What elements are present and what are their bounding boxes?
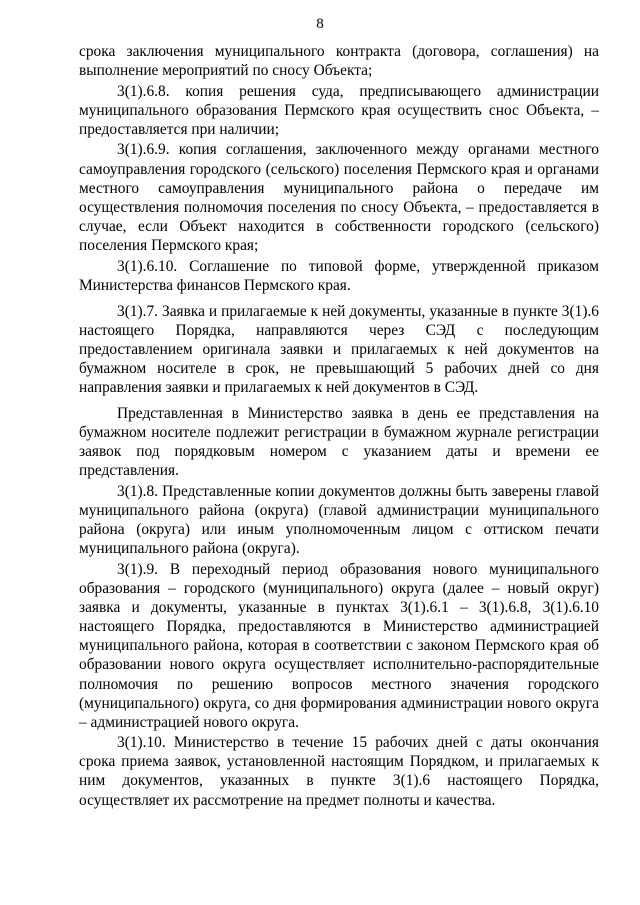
- document-body: [79, 42, 599, 810]
- paragraph-3-1-9: 3(1).9. В переходный период образования нового муниципального образования – городского (муниципального) округа (далее – новый округ) заявка и документы, указанные в пунктах 3(1).6.1 – 3(1).6.8, 3(1).6.10 настоящего Порядка, предоставляются в Министерство администрацией муниципального района, которая в соответствии с законом Пермского края об образовании нового округа осуществляет исполнительно-распорядительные полномочия по решению вопросов местного значения городского (муниципального) округа, со дня формирования администрации нового округа – администрацией нового округа.: [79, 560, 599, 731]
- paragraph-3-1-10: 3(1).10. Министерство в течение 15 рабочих дней с даты окончания срока приема заявок, установленной настоящим Порядком, и прилагаемых к ним документов, указанных в пункте 3(1).6 настоящего Порядка, осуществляет их рассмотрение на предмет полноты и качества.: [79, 734, 599, 809]
- paragraph-registration: Представленная в Министерство заявка в день ее представления на бумажном носителе подлежит регистрации в бумажном журнале регистрации заявок под порядковым номером с указанием даты и времени ее представления.: [79, 405, 599, 480]
- paragraph-3-1-7: 3(1).7. Заявка и прилагаемые к ней документы, указанные в пункте 3(1).6 настоящего Порядка, направляются через СЭД с последующим предоставлением оригинала заявки и прилагаемых к ней документов на бумажном носителе в срок, не превышающий 5 рабочих дней со дня направления заявки и прилагаемых к ней документов в СЭД.: [79, 302, 599, 397]
- paragraph-3-1-6-10: 3(1).6.10. Соглашение по типовой форме, утвержденной приказом Министерства финансов Пермского края.: [79, 257, 599, 294]
- paragraph-contract-term: срока заключения муниципального контракта (договора, соглашения) на выполнение мероприятий по сносу Объекта;: [79, 43, 599, 80]
- paragraph-3-1-8: 3(1).8. Представленные копии документов должны быть заверены главой муниципального района (округа) (главой администрации муниципального района (округа) или иным уполномоченным лицом с оттиском печати муниципального района (округа).: [79, 483, 599, 558]
- paragraph-3-1-6-8: 3(1).6.8. копия решения суда, предписывающего администрации муниципального образования Пермского края осуществить снос Объекта, – предоставляется при наличии;: [79, 82, 599, 138]
- paragraph-3-1-6-9: 3(1).6.9. копия соглашения, заключенного между органами местного самоуправления городского (сельского) поселения Пермского края и органами местного самоуправления муниципального района о передаче им осуществления полномочия поселения по сносу Объекта, – предоставляется в случае, если Объект находится в собственности городского (сельского) поселения Пермского края;: [79, 141, 599, 254]
- page-number: 8: [316, 16, 324, 32]
